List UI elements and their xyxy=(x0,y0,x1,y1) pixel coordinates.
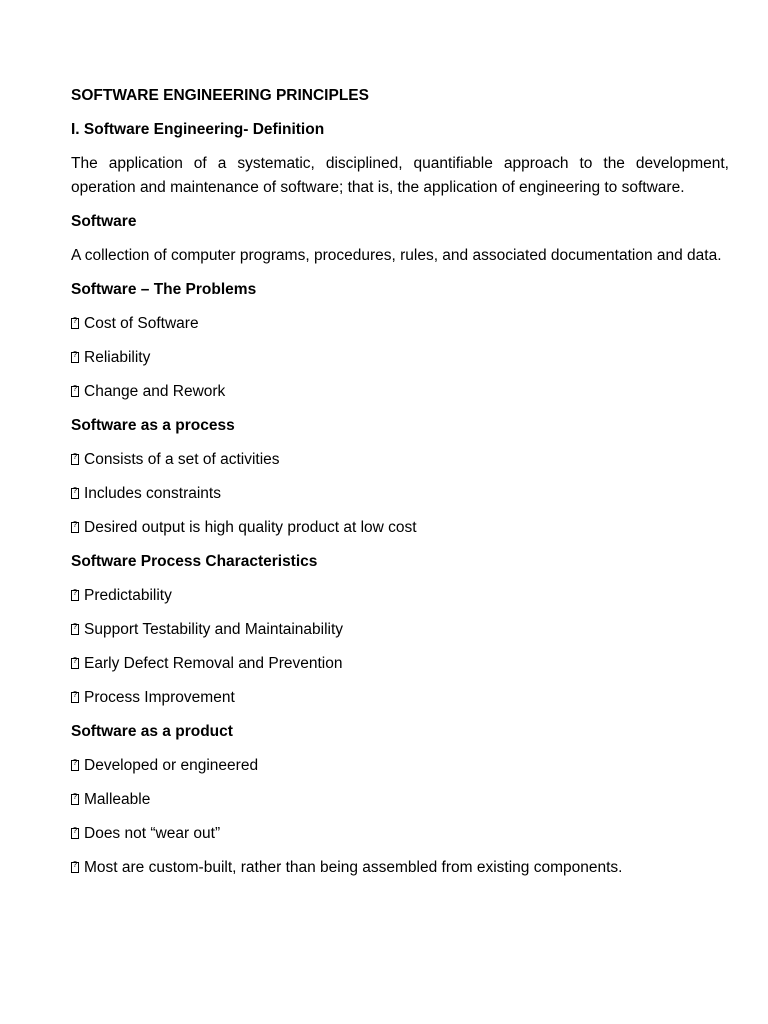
list-item: ?Malleable xyxy=(71,788,729,812)
list-item: ?Does not “wear out” xyxy=(71,822,729,846)
section-heading-software: Software xyxy=(71,213,137,230)
software-paragraph: A collection of computer programs, procedures, rules, and associated documentation and data. xyxy=(71,247,722,264)
list-item: ?Support Testability and Maintainability xyxy=(71,618,729,642)
section-heading-product: Software as a product xyxy=(71,723,233,740)
missing-glyph-box-icon xyxy=(71,692,79,703)
list-item: ?Most are custom-built, rather than being assembled from existing components. xyxy=(71,856,729,880)
list-item: ?Predictability xyxy=(71,584,729,608)
list-item: ?Consists of a set of activities xyxy=(71,448,729,472)
definition-paragraph: The application of a systematic, disciplined, quantifiable approach to the development, operation and maintenance of software; that is, the application of engineering to software. xyxy=(71,155,729,196)
list-item: ?Developed or engineered xyxy=(71,754,729,778)
missing-glyph-box-icon xyxy=(71,488,79,499)
missing-glyph-box-icon xyxy=(71,454,79,465)
missing-glyph-box-icon xyxy=(71,624,79,635)
missing-glyph-box-icon xyxy=(71,386,79,397)
list-item: ?Desired output is high quality product at low cost xyxy=(71,516,729,540)
missing-glyph-box-icon xyxy=(71,352,79,363)
section-heading-process: Software as a process xyxy=(71,417,235,434)
missing-glyph-box-icon xyxy=(71,590,79,601)
list-item: ?Change and Rework xyxy=(71,380,729,404)
list-item: ?Cost of Software xyxy=(71,312,729,336)
missing-glyph-box-icon xyxy=(71,658,79,669)
section-heading-problems: Software – The Problems xyxy=(71,281,257,298)
list-item: ?Includes constraints xyxy=(71,482,729,506)
list-item: ?Reliability xyxy=(71,346,729,370)
missing-glyph-box-icon xyxy=(71,828,79,839)
missing-glyph-box-icon xyxy=(71,760,79,771)
missing-glyph-box-icon xyxy=(71,862,79,873)
missing-glyph-box-icon xyxy=(71,794,79,805)
missing-glyph-box-icon xyxy=(71,318,79,329)
section-heading-definition: I. Software Engineering- Definition xyxy=(71,121,325,138)
document-title: SOFTWARE ENGINEERING PRINCIPLES xyxy=(71,87,369,104)
document-page xyxy=(71,84,729,880)
list-item: ?Process Improvement xyxy=(71,686,729,710)
missing-glyph-box-icon xyxy=(71,522,79,533)
list-item: ?Early Defect Removal and Prevention xyxy=(71,652,729,676)
section-heading-characteristics: Software Process Characteristics xyxy=(71,553,318,570)
